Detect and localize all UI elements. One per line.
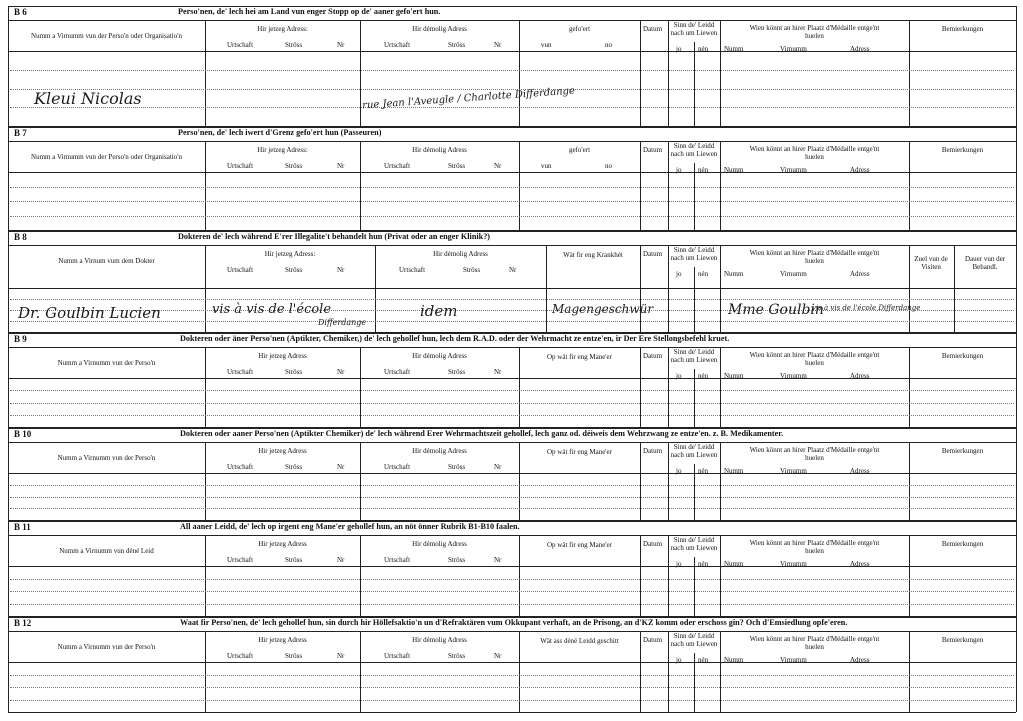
section-top-rule <box>8 231 1016 232</box>
header-top-rule <box>8 347 1016 348</box>
name-column-header: Numm a Virnumm vun déné Leid <box>59 547 154 555</box>
medal-virnumm: Virnumm <box>780 656 807 664</box>
remarks-header: Bemierkungen <box>941 540 984 548</box>
medal-header: Wien könnt an hirer Plaatz d'Médaille entge'nt huelen <box>749 24 880 40</box>
sub-stross: Ströss <box>285 162 303 170</box>
column-divider <box>720 20 721 126</box>
medal-adress: Adress <box>850 372 870 380</box>
remarks-header: Bemierkungen <box>941 25 984 33</box>
sub-ortschaft: Urtschaft <box>384 41 411 49</box>
sub-nr: Nr <box>494 652 502 660</box>
handwritten-medal-name: Mme Goulbin <box>728 302 824 318</box>
header-bottom-rule <box>8 288 1016 289</box>
manner-header: Op wät fir eng Mane'er <box>546 541 612 549</box>
former-address-header: Hir démolig Adress <box>412 352 467 360</box>
handwritten-former-address: idem <box>420 302 458 320</box>
nen-label: nén <box>698 560 709 568</box>
current-address-header: Hir jetzeg Adress <box>258 447 307 455</box>
section-top-rule <box>8 6 1016 7</box>
jo-label: jo <box>676 656 682 664</box>
handwritten-illness: Magengeschwür <box>552 302 654 316</box>
entry-line <box>10 216 1014 217</box>
column-divider <box>205 20 206 126</box>
name-column-header: Numm a Virnumm vun der Perso'n <box>57 454 156 462</box>
datum-header: Datum <box>643 25 663 33</box>
sub-stross: Ströss <box>285 368 303 376</box>
entry-line <box>10 403 1014 404</box>
datum-header: Datum <box>643 352 663 360</box>
nen-label: nén <box>698 270 709 278</box>
nen-label: nén <box>698 467 709 475</box>
sub-stross: Ströss <box>448 41 466 49</box>
section-title: Waat fir Perso'nen, de' lech gehollef hun, sin durch hir Höllefsaktio'n un d'Refraktären vum Okkupant verhaft, an de Prisong, an d'KZ komm oder erschoss gin? Och d'Emsiedlung opfe'eren. <box>180 618 848 627</box>
current-address-header: Hir jetzeg Adress <box>258 636 307 644</box>
section-title: Dokteren oder äner Perso'nen (Aptikter, Chemiker,) de' lech gehollef hun, lech dem R.A.D. oder der Wehrmacht ze entze'en, ir Der Ere Stellongsbefehl kruet. <box>180 334 730 343</box>
current-address-header: Hir jetzeg Adress <box>258 352 307 360</box>
section-code: B 8 <box>14 232 27 242</box>
name-column-header: Numm a Virnumm vun der Perso'n oder Organisatio'n <box>31 32 182 40</box>
current-address-header: Hir jetzeg Adress: <box>257 146 308 154</box>
medal-virnumm: Virnumm <box>780 270 807 278</box>
entry-line <box>10 579 1014 580</box>
handwritten-current-address: vis à vis de l'école <box>212 302 332 317</box>
name-column-header: Numm a Virnum vum dem Dokter <box>58 257 155 265</box>
sub-ortschaft: Urtschaft <box>399 266 426 274</box>
remarks-header: Bemierkungen <box>941 352 984 360</box>
sub-vun: vun <box>541 41 552 49</box>
section-title: Perso'nen, de' lech hei am Land vun enger Stopp op de' aaner gefo'ert hun. <box>178 7 441 16</box>
jo-nen-divider <box>694 163 695 230</box>
medal-virnumm: Virnumm <box>780 372 807 380</box>
sub-nr: Nr <box>494 41 502 49</box>
alive-header: Sinn de' Leidd nach um Liewen <box>670 443 718 459</box>
remarks-header: Bemierkungen <box>941 636 984 644</box>
sub-ortschaft: Urtschaft <box>384 162 411 170</box>
section-title: All aaner Leidd, de' lech op irgent eng Mane'er gehollef hun, an nöt önner Rubrik B1-B10 faalen. <box>180 522 520 531</box>
entry-line <box>10 299 1014 300</box>
sub-ortschaft: Urtschaft <box>384 556 411 564</box>
medal-adress: Adress <box>850 270 870 278</box>
entry-line <box>10 107 1014 108</box>
sub-ortschaft: Urtschaft <box>227 41 254 49</box>
header-top-rule <box>8 442 1016 443</box>
remarks-header: Bemierkungen <box>941 447 984 455</box>
sub-stross: Ströss <box>448 556 466 564</box>
section-title: Dokteren oder aaner Perso'nen (Aptikter Chemiker) de' lech während Erer Wehrmachtszeit gehollef, lech ganz od. déiweis dem Wehrzwang ze entze'en. z. B. Medikamenter. <box>180 429 784 438</box>
sub-nr: Nr <box>337 266 345 274</box>
jo-label: jo <box>676 166 682 174</box>
entry-line <box>10 415 1014 416</box>
jo-label: jo <box>676 560 682 568</box>
sub-ortschaft: Urtschaft <box>384 463 411 471</box>
medal-adress: Adress <box>850 560 870 568</box>
sub-ortschaft: Urtschaft <box>227 266 254 274</box>
sub-ortschaft: Urtschaft <box>227 652 254 660</box>
medal-virnumm: Virnumm <box>780 560 807 568</box>
medal-virnumm: Virnumm <box>780 45 807 53</box>
entry-line <box>10 201 1014 202</box>
jo-label: jo <box>676 467 682 475</box>
medal-adress: Adress <box>850 656 870 664</box>
header-top-rule <box>8 20 1016 21</box>
header-top-rule <box>8 245 1016 246</box>
sub-nr: Nr <box>337 463 345 471</box>
sub-nr: Nr <box>494 556 502 564</box>
sub-ortschaft: Urtschaft <box>227 556 254 564</box>
nen-label: nén <box>698 372 709 380</box>
medal-header: Wien könnt an hirer Plaatz d'Médaille entge'nt huelen <box>749 145 880 161</box>
name-column-header: Numm a Virnumm vun der Perso'n <box>57 643 156 651</box>
entry-line <box>10 485 1014 486</box>
manner-header: Wät fir eng Krankhét <box>563 251 623 259</box>
medal-header: Wien könnt an hirer Plaatz d'Médaille entge'nt huelen <box>749 446 880 462</box>
sub-stross: Ströss <box>448 162 466 170</box>
sub-nr: Nr <box>337 41 345 49</box>
header-top-rule <box>8 141 1016 142</box>
sub-nr: Nr <box>494 368 502 376</box>
treatment-duration-header: Dauer vun der Behandl. <box>964 255 1006 271</box>
sub-no: no <box>605 41 612 49</box>
handwritten-doctor-name: Dr. Goulbin Lucien <box>18 304 161 322</box>
sub-ortschaft: Urtschaft <box>227 368 254 376</box>
medal-header: Wien könnt an hirer Plaatz d'Médaille entge'nt huelen <box>749 351 880 367</box>
former-address-header: Hir démolig Adress <box>412 447 467 455</box>
section-code: B 10 <box>14 429 32 439</box>
sub-stross: Ströss <box>285 652 303 660</box>
handwritten-name: Kleui Nicolas <box>34 89 142 108</box>
sub-nr: Nr <box>337 162 345 170</box>
alive-header: Sinn de' Leidd nach um Liewen <box>670 632 718 648</box>
sub-vun: vun <box>541 162 552 170</box>
jo-nen-divider <box>694 653 695 712</box>
medal-numm: Numm <box>724 166 744 174</box>
medal-header: Wien könnt an hirer Plaatz d'Médaille entge'nt huelen <box>749 249 880 265</box>
sub-nr: Nr <box>337 652 345 660</box>
name-column-header: Numm a Virnumm vun der Perso'n oder Organisatio'n <box>31 153 182 161</box>
medal-adress: Adress <box>850 166 870 174</box>
former-address-header: Hir démolig Adress <box>412 636 467 644</box>
medal-numm: Numm <box>724 270 744 278</box>
alive-header: Sinn de' Leidd nach um Liewen <box>670 348 718 364</box>
transport-header: gefo'ert <box>568 146 591 154</box>
section-code: B 9 <box>14 334 27 344</box>
remarks-header: Bemierkungen <box>941 146 984 154</box>
medal-virnumm: Virnumm <box>780 467 807 475</box>
medal-header: Wien könnt an hirer Plaatz d'Médaille entge'nt huelen <box>749 539 880 555</box>
entry-line <box>10 390 1014 391</box>
frame-right <box>1016 6 1017 712</box>
entry-line <box>10 591 1014 592</box>
medal-numm: Numm <box>724 656 744 664</box>
jo-nen-divider <box>694 464 695 520</box>
entry-line <box>10 604 1014 605</box>
column-divider <box>909 20 910 126</box>
former-address-header: Hir démolig Adress <box>412 540 467 548</box>
manner-header: Op wät fir eng Mane'er <box>546 353 612 361</box>
sub-ortschaft: Urtschaft <box>384 368 411 376</box>
entry-line <box>10 675 1014 676</box>
nen-label: nén <box>698 656 709 664</box>
column-divider <box>205 245 206 332</box>
datum-header: Datum <box>643 540 663 548</box>
section-code: B 12 <box>14 618 32 628</box>
medal-adress: Adress <box>850 467 870 475</box>
entry-line <box>10 687 1014 688</box>
sub-ortschaft: Urtschaft <box>227 162 254 170</box>
sub-stross: Ströss <box>285 556 303 564</box>
manner-header: Op wät fir eng Mane'er <box>546 448 612 456</box>
handwritten-current-city: Differdange <box>318 318 367 327</box>
manner-header: Wät ass déné Leidd geschitt <box>540 637 619 645</box>
section-code: B 11 <box>14 522 31 532</box>
medal-header: Wien könnt an hirer Plaatz d'Médaille entge'nt huelen <box>749 635 880 651</box>
sub-stross: Ströss <box>285 463 303 471</box>
alive-header: Sinn de' Leidd nach um Liewen <box>670 536 718 552</box>
entry-line <box>10 187 1014 188</box>
entry-line <box>10 700 1014 701</box>
header-top-rule <box>8 535 1016 536</box>
frame-left <box>8 6 9 712</box>
section-title: Dokteren de' lech während E'rer Illegalite't behandelt hun (Privat oder an enger Klinik?) <box>178 232 491 241</box>
jo-label: jo <box>676 45 682 53</box>
visits-header: Zuel vun de Visiten <box>914 255 948 271</box>
former-address-header: Hir démolig Adress <box>412 25 467 33</box>
sub-ortschaft: Urtschaft <box>384 652 411 660</box>
sub-stross: Ströss <box>448 368 466 376</box>
jo-label: jo <box>676 372 682 380</box>
column-divider <box>519 20 520 126</box>
medal-numm: Numm <box>724 372 744 380</box>
medal-numm: Numm <box>724 560 744 568</box>
column-divider <box>375 245 376 332</box>
section-code: B 7 <box>14 128 27 138</box>
datum-header: Datum <box>643 447 663 455</box>
jo-nen-divider <box>694 557 695 616</box>
alive-header: Sinn de' Leidd nach um Liewen <box>670 246 718 262</box>
name-column-header: Numm a Virnumm vun der Perso'n <box>57 359 156 367</box>
jo-nen-divider <box>694 42 695 126</box>
sub-nr: Nr <box>337 368 345 376</box>
column-divider <box>954 245 955 332</box>
transport-header: gefo'ert <box>568 25 591 33</box>
sub-nr: Nr <box>337 556 345 564</box>
medal-numm: Numm <box>724 467 744 475</box>
datum-header: Datum <box>643 146 663 154</box>
alive-header: Sinn de' Leidd nach um Liewen <box>670 21 718 37</box>
datum-header: Datum <box>643 250 663 258</box>
column-divider <box>640 20 641 126</box>
jo-label: jo <box>676 270 682 278</box>
header-top-rule <box>8 631 1016 632</box>
sub-stross: Ströss <box>448 652 466 660</box>
medal-numm: Numm <box>724 45 744 53</box>
datum-header: Datum <box>643 636 663 644</box>
entry-line <box>10 497 1014 498</box>
sub-nr: Nr <box>509 266 517 274</box>
sub-ortschaft: Urtschaft <box>227 463 254 471</box>
entry-line <box>10 508 1014 509</box>
section-top-rule <box>8 127 1016 128</box>
current-address-header: Hir jetzeg Adress: <box>257 25 308 33</box>
former-address-header: Hir démolig Adress <box>433 250 488 258</box>
nen-label: nén <box>698 166 709 174</box>
column-divider <box>720 245 721 332</box>
alive-header: Sinn de' Leidd nach um Liewen <box>670 142 718 158</box>
medal-virnumm: Virnumm <box>780 166 807 174</box>
section-bottom-rule <box>8 712 1016 713</box>
sub-no: no <box>605 162 612 170</box>
sub-nr: Nr <box>494 463 502 471</box>
handwritten-medal-address: vis à vis de l'école Differdange <box>812 304 921 312</box>
medal-adress: Adress <box>850 45 870 53</box>
sub-stross: Ströss <box>285 41 303 49</box>
former-address-header: Hir démolig Adress <box>412 146 467 154</box>
current-address-header: Hir jetzeg Adress: <box>264 250 316 258</box>
section-code: B 6 <box>14 7 27 17</box>
current-address-header: Hir jetzeg Adress <box>258 540 307 548</box>
sub-stross: Ströss <box>448 463 466 471</box>
sub-stross: Ströss <box>285 266 303 274</box>
jo-nen-divider <box>694 369 695 427</box>
sub-nr: Nr <box>494 162 502 170</box>
sub-stross: Ströss <box>463 266 481 274</box>
entry-line <box>10 70 1014 71</box>
section-title: Perso'nen, de' lech iwert d'Grenz gefo'ert hun (Passeuren) <box>178 128 382 137</box>
nen-label: nén <box>698 45 709 53</box>
handwritten-former-address: rue Jean l'Aveugle / Charlotte Differdange <box>361 85 576 112</box>
column-divider <box>360 20 361 126</box>
